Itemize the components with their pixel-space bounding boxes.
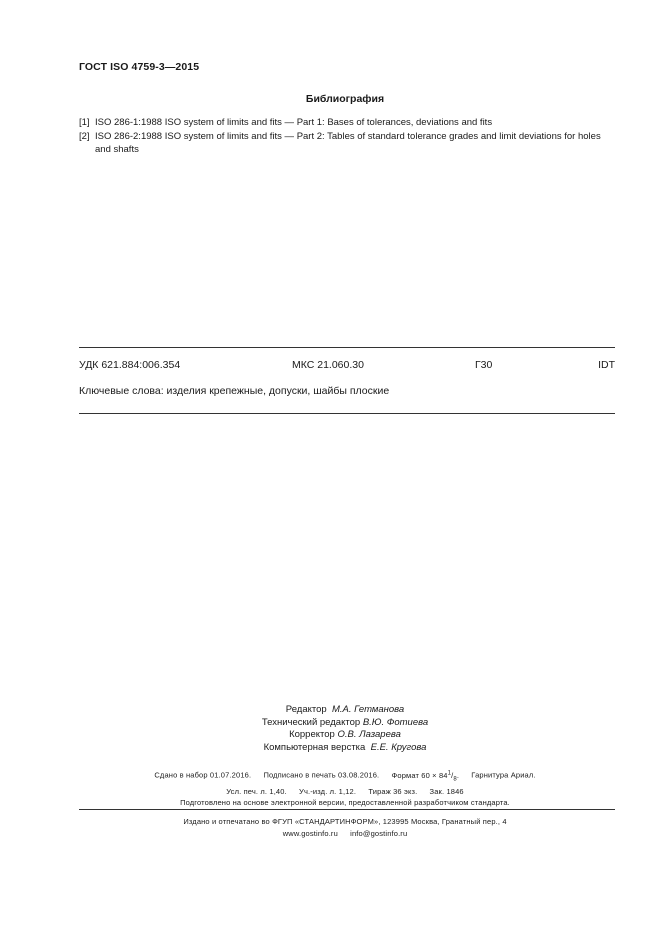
printer-info	[0, 816, 661, 839]
credit-name: Е.Е. Кругова	[370, 741, 427, 753]
udk-code: УДК 621.884:006.354	[79, 359, 181, 371]
order-number: Зак. 1846	[429, 786, 464, 796]
print-run: Тираж 36 экз.	[368, 786, 418, 796]
classification-code: Г30	[475, 359, 493, 371]
format: Формат $60 \times 84^1/_8$.	[391, 770, 460, 782]
reference-list	[79, 116, 619, 157]
printer-contacts	[0, 828, 661, 840]
publication-line-1	[0, 768, 661, 786]
prepared-note: Подготовлено на основе электронной версии, предоставленной разработчиком стандарта.	[180, 798, 510, 807]
printer-address: Издано и отпечатано во ФГУП «СТАНДАРТИНФОРМ», 123995 Москва, Гранатный пер., 4	[183, 817, 507, 826]
divider-top	[79, 347, 615, 348]
document-header: ГОСТ ISO 4759-3—2015	[79, 61, 200, 73]
credit-name: О.В. Лазарева	[337, 729, 401, 740]
credit-name: В.Ю. Фотиева	[362, 716, 429, 728]
credits-block	[0, 704, 661, 754]
reference-number: [1]	[79, 117, 90, 128]
credit-label: Корректор	[289, 729, 335, 740]
credit-label: Компьютерная верстка	[263, 741, 366, 753]
divider-publisher	[79, 809, 615, 810]
credit-editor	[0, 704, 661, 717]
pub-sheets: Уч.-изд. л. 1,12.	[299, 786, 357, 796]
reference-item	[79, 116, 619, 130]
format-numerator: 1	[447, 770, 452, 776]
email-link[interactable]: info@gostinfo.ru	[350, 828, 408, 838]
credit-tech-editor	[0, 717, 661, 730]
keywords: Ключевые слова: изделия крепежные, допуски, шайбы плоские	[79, 385, 390, 397]
website-link[interactable]: www.gostinfo.ru	[282, 828, 338, 838]
credit-label: Технический редактор	[261, 716, 361, 728]
credit-layout	[0, 742, 661, 755]
publication-info	[0, 768, 661, 809]
bibliography-title: Библиография	[305, 93, 385, 105]
reference-text: ISO 286-1:1988 ISO system of limits and fits — Part 1: Bases of tolerances, deviations and fits	[95, 117, 493, 128]
divider-bottom	[79, 413, 615, 414]
mks-code: МКС 21.060.30	[292, 359, 364, 371]
print-sheets: Усл. печ. л. 1,40.	[226, 786, 287, 796]
set-date: Сдано в набор 01.07.2016.	[154, 770, 252, 780]
credit-name: М.А. Гетманова	[331, 704, 405, 715]
signed-date: Подписано в печать 03.08.2016.	[263, 770, 380, 780]
credit-corrector	[0, 729, 661, 742]
font-info: Гарнитура Ариал.	[471, 770, 536, 780]
format-denominator: 8	[453, 776, 457, 782]
reference-item	[79, 130, 619, 157]
reference-text: ISO 286-2:1988 ISO system of limits and fits — Part 2: Tables of standard tolerance grades and limit deviations for holes and shafts	[95, 130, 601, 155]
credit-label: Редактор	[285, 704, 327, 715]
equivalence-code: IDT	[598, 359, 615, 371]
classification-row	[79, 359, 615, 373]
publication-line-2	[0, 786, 661, 798]
format-prefix: Формат 60 × 84	[391, 770, 448, 780]
reference-number: [2]	[79, 130, 90, 142]
